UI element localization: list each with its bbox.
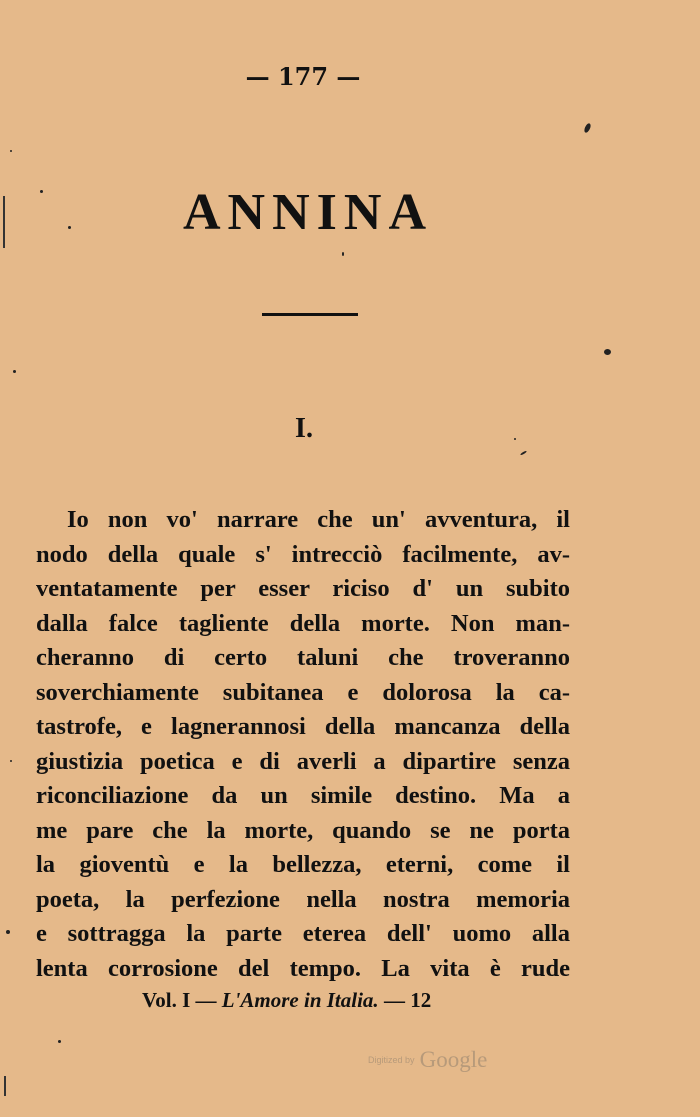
footer-separator: — — [195, 988, 217, 1012]
section-number: I. — [295, 413, 313, 444]
scan-speck — [58, 1040, 61, 1043]
footer-volume: Vol. I — [142, 988, 191, 1012]
paragraph-line: dalla falce tagliente della morte. Non man- — [36, 609, 570, 637]
footer-work-title: L'Amore in Italia. — [221, 988, 379, 1012]
scan-speck — [583, 122, 592, 133]
scan-speck — [6, 930, 10, 934]
paragraph-line: nodo della quale s' intrecciò facilmente, av- — [36, 540, 570, 568]
paragraph-line: soverchiamente subitanea e dolorosa la ca- — [36, 678, 570, 706]
scan-edge-mark — [3, 196, 5, 248]
scan-speck — [10, 760, 12, 762]
chapter-title: ANNINA — [183, 184, 433, 241]
scan-speck — [520, 450, 527, 455]
scan-speck — [13, 370, 16, 373]
paragraph-line: me pare che la morte, quando se ne porta — [36, 816, 570, 844]
paragraph-line: riconciliazione da un simile destino. Ma a — [36, 782, 570, 809]
paragraph-line: e sottragga la parte eterea dell' uomo alla — [36, 920, 570, 947]
title-rule — [262, 313, 358, 316]
watermark-prefix: Digitized by — [368, 1055, 415, 1065]
scan-edge-mark — [4, 1076, 6, 1096]
paragraph-line: la gioventù e la bellezza, eterni, come il — [36, 851, 570, 878]
scan-speck — [604, 349, 611, 355]
scan-speck — [342, 252, 344, 256]
body-paragraph — [36, 503, 570, 986]
paragraph-line: cheranno di certo taluni che troveranno — [36, 644, 570, 671]
paragraph-line: poeta, la perfezione nella nostra memoria — [36, 885, 570, 913]
watermark-brand: Google — [419, 1047, 488, 1072]
digitization-watermark — [368, 1047, 487, 1073]
scan-speck — [68, 226, 71, 229]
scan-speck — [10, 150, 12, 152]
paragraph-line: lenta corrosione del tempo. La vita è rude — [36, 954, 570, 982]
paragraph-line: ventatamente per esser riciso d' un subito — [36, 575, 570, 602]
scan-speck — [514, 438, 516, 440]
running-footer — [142, 988, 431, 1013]
paragraph-line: giustizia poetica e di averli a dipartire senza — [36, 747, 570, 775]
scan-speck — [40, 190, 43, 193]
paragraph-line: Io non vo' narrare che un' avventura, il — [67, 506, 570, 533]
paragraph-line: tastrofe, e lagnerannosi della mancanza della — [36, 713, 570, 740]
footer-signature: — 12 — [383, 988, 432, 1012]
page-number: — 177 — — [245, 62, 361, 91]
